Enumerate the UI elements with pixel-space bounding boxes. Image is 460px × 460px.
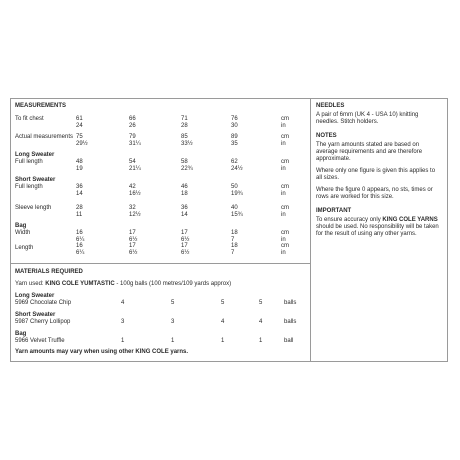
cell: 33½ <box>181 141 193 147</box>
yarn-used-line <box>15 281 231 288</box>
unit: in <box>281 141 286 147</box>
cell: 1 <box>259 338 263 344</box>
cell: 61 <box>76 116 83 122</box>
cell: 75 <box>76 134 83 140</box>
cell: 35 <box>231 141 238 147</box>
cell: 3 <box>121 319 125 325</box>
unit: ball <box>284 338 294 344</box>
unit: in <box>281 123 286 129</box>
notes-paragraph-2: Where only one figure is given this applies to all sizes. <box>316 168 436 181</box>
cell: 21¼ <box>129 166 141 172</box>
unit: cm <box>281 184 289 190</box>
materials-long-heading: Long Sweater <box>15 293 55 299</box>
unit: balls <box>284 300 297 306</box>
unit: in <box>281 237 286 243</box>
materials-long-label: 5969 Chocolate Chip <box>15 300 72 306</box>
cell: 14 <box>76 191 83 197</box>
cell: 16½ <box>129 191 141 197</box>
cell: 5 <box>221 300 225 306</box>
needles-text: A pair of 6mm (UK 4 - USA 10) knitting needles. Stitch holders. <box>316 112 419 125</box>
cell: 50 <box>231 184 238 190</box>
cell: 16 <box>76 243 83 249</box>
cell: 1 <box>171 338 175 344</box>
cell: 66 <box>129 116 136 122</box>
sleeve-length-label: Sleeve length <box>15 205 52 211</box>
notes-paragraph-3: Where the figure 0 appears, no sts, times or rows are worked for this size. <box>316 187 433 200</box>
cell: 28 <box>76 205 83 211</box>
cell: 18 <box>231 243 238 249</box>
cell: 6¼ <box>76 237 85 243</box>
unit: cm <box>281 230 289 236</box>
unit: balls <box>284 319 297 325</box>
short-sweater-heading: Short Sweater <box>15 177 56 183</box>
measurements-heading: MEASUREMENTS <box>15 103 67 109</box>
long-sweater-heading: Long Sweater <box>15 152 55 158</box>
bag-length-label: Length <box>15 245 34 251</box>
important-post: should be used. No responsibility will be taken for the result of using any other yarns. <box>316 224 439 237</box>
cell: 48 <box>76 159 83 165</box>
cell: 17 <box>181 243 188 249</box>
cell: 3 <box>171 319 175 325</box>
cell: 15¾ <box>231 212 243 218</box>
cell: 4 <box>221 319 225 325</box>
cell: 4 <box>259 319 263 325</box>
important-heading: IMPORTANT <box>316 208 352 214</box>
cell: 42 <box>129 184 136 190</box>
cell: 30 <box>231 123 238 129</box>
cell: 18 <box>181 191 188 197</box>
unit: cm <box>281 116 289 122</box>
important-text <box>316 217 441 238</box>
short-full-length-label: Full length <box>15 184 43 190</box>
cell: 24½ <box>231 166 243 172</box>
cell: 89 <box>231 134 238 140</box>
section-divider <box>11 263 310 264</box>
notes-heading: NOTES <box>316 133 337 139</box>
cell: 7 <box>231 250 235 256</box>
cell: 22¾ <box>181 166 193 172</box>
unit: in <box>281 212 286 218</box>
cell: 36 <box>76 184 83 190</box>
yarn-prefix: Yarn used: <box>15 281 46 287</box>
cell: 1 <box>221 338 225 344</box>
yarn-name: KING COLE YUMTASTIC <box>45 281 115 287</box>
cell: 17 <box>129 230 136 236</box>
cell: 24 <box>76 123 83 129</box>
cell: 5 <box>259 300 263 306</box>
unit: cm <box>281 205 289 211</box>
bag-width-label: Width <box>15 230 31 236</box>
bag-heading: Bag <box>15 223 27 229</box>
cell: 17 <box>129 243 136 249</box>
cell: 6½ <box>181 237 190 243</box>
column-divider <box>310 99 311 361</box>
long-full-length-label: Full length <box>15 159 43 165</box>
to-fit-chest-label: To fit chest <box>15 116 44 122</box>
unit: cm <box>281 134 289 140</box>
cell: 79 <box>129 134 136 140</box>
materials-bag-label: 5966 Velvet Truffle <box>15 338 65 344</box>
materials-footer: Yarn amounts may vary when using other KING COLE yarns. <box>15 349 189 355</box>
cell: 29½ <box>76 141 88 147</box>
important-brand: KING COLE YARNS <box>382 217 438 223</box>
cell: 40 <box>231 205 238 211</box>
materials-heading: MATERIALS REQUIRED <box>15 269 83 275</box>
cell: 26 <box>129 123 136 129</box>
materials-short-label: 5987 Cherry Lollipop <box>15 319 71 325</box>
cell: 17 <box>181 230 188 236</box>
cell: 36 <box>181 205 188 211</box>
cell: 32 <box>129 205 136 211</box>
cell: 14 <box>181 212 188 218</box>
unit: in <box>281 250 286 256</box>
cell: 62 <box>231 159 238 165</box>
cell: 4 <box>121 300 125 306</box>
yarn-suffix: - 100g balls (100 metres/109 yards approx) <box>114 281 232 287</box>
cell: 19¾ <box>231 191 243 197</box>
needles-heading: NEEDLES <box>316 103 345 109</box>
cell: 71 <box>181 116 188 122</box>
cell: 28 <box>181 123 188 129</box>
cell: 46 <box>181 184 188 190</box>
cell: 76 <box>231 116 238 122</box>
cell: 54 <box>129 159 136 165</box>
cell: 11 <box>76 212 83 218</box>
cell: 85 <box>181 134 188 140</box>
unit: cm <box>281 243 289 249</box>
cell: 6½ <box>181 250 190 256</box>
materials-bag-heading: Bag <box>15 331 27 337</box>
materials-short-heading: Short Sweater <box>15 312 56 318</box>
actual-measurements-label: Actual measurements <box>15 134 74 140</box>
cell: 58 <box>181 159 188 165</box>
cell: 16 <box>76 230 83 236</box>
unit: cm <box>281 159 289 165</box>
important-pre: To ensure accuracy only <box>316 217 383 223</box>
cell: 6¼ <box>76 250 85 256</box>
cell: 1 <box>121 338 125 344</box>
pattern-info-table <box>10 98 448 362</box>
notes-paragraph-1: The yarn amounts stated are based on average requirements and are therefore approximate. <box>316 142 423 162</box>
cell: 5 <box>171 300 175 306</box>
cell: 7 <box>231 237 235 243</box>
cell: 12½ <box>129 212 141 218</box>
unit: in <box>281 191 286 197</box>
cell: 19 <box>76 166 83 172</box>
cell: 31¼ <box>129 141 141 147</box>
cell: 18 <box>231 230 238 236</box>
cell: 6½ <box>129 237 138 243</box>
cell: 6½ <box>129 250 138 256</box>
unit: in <box>281 166 286 172</box>
